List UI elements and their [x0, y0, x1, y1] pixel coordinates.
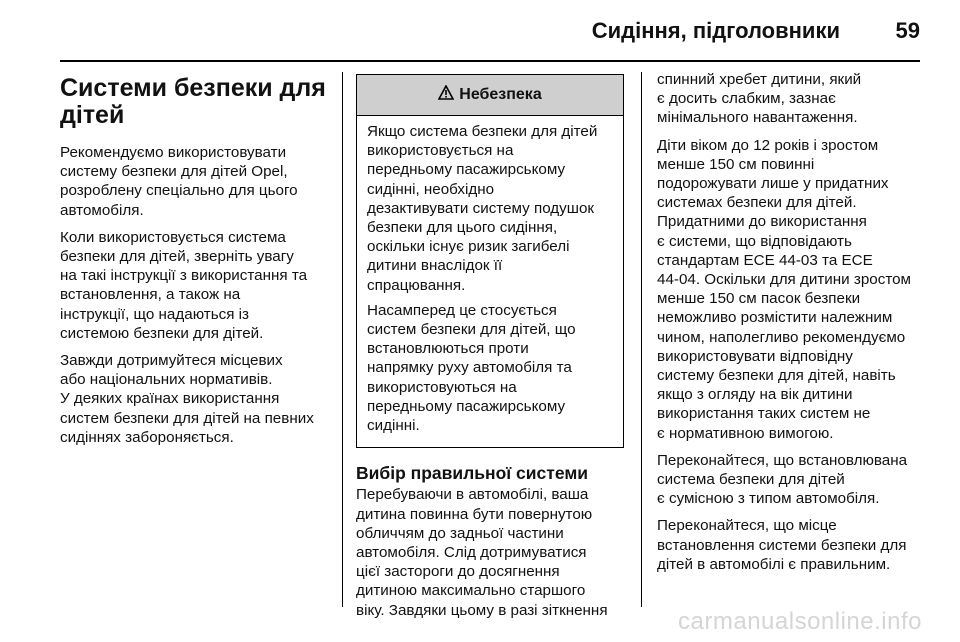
- column-divider: [641, 72, 642, 607]
- paragraph: Переконайтеся, що встановлювана система безпеки для дітей є сумісною з типом автомобіля.: [657, 451, 908, 508]
- paragraph: Коли використовується система безпеки для дітей, зверніть увагу на такі інструкції з використання та встановлення, а також на інструкції, що надаються із системою безпеки для дітей.: [60, 228, 308, 342]
- warning-label: Небезпека: [459, 86, 542, 104]
- watermark: carmanualsonline.info: [678, 608, 922, 635]
- warning-triangle-icon: [438, 85, 454, 105]
- page-number: 59: [895, 18, 920, 43]
- warning-body: [357, 116, 623, 447]
- right-column: [657, 70, 927, 582]
- section-title: Системи безпеки для дітей: [60, 74, 326, 129]
- subsection-title: Вибір правильної системи: [356, 463, 589, 484]
- header-title: Сидіння, підголовники: [591, 18, 840, 43]
- page-header: [60, 10, 920, 54]
- warning-paragraph: Якщо система безпеки для дітей використовується на передньому пасажирському сидінні, необхідно дезактивувати систему подушок безпеки для цього сидіння, оскільки існує ризик загибелі дитини внаслідок її спрацювання.: [367, 123, 598, 294]
- paragraph: Перебуваючи в автомобілі, ваша дитина повинна бути повернутою обличчям до задньої частини автомобіля. Слід дотримуватися цієї застороги до досягнення дитиною максимально старшого віку. Завдяки цьому в разі зіткнення: [356, 486, 608, 619]
- warning-paragraph: Насамперед це стосується систем безпеки для дітей, що встановлюються проти напрямку руху автомобіля та використовуються на передньому пасажирському сидінні.: [367, 301, 576, 435]
- paragraph: Переконайтеся, що місце встановлення системи безпеки для дітей в автомобілі є правильним.: [657, 517, 907, 573]
- warning-box: [356, 74, 624, 448]
- warning-header: [357, 75, 623, 116]
- header-rule: [60, 60, 920, 62]
- paragraph: Діти віком до 12 років і зростом менше 150 см повинні подорожувати лише у придатних системах безпеки для дітей. Придатними до використання є системи, що відповідають стандартам ЕСЕ 44-03 та ЕСЕ 44-04. Оскільки для дитини зростом менше 150 см пасок безпеки неможливо розмістити належним чином, наполегливо рекомендуємо використовувати відповідну систему безпеки для дітей, навіть якщо з огляду на вік дитини використання таких систем не є нормативною вимогою.: [657, 136, 911, 442]
- paragraph: спинний хребет дитини, який є досить слабким, зазнає мінімального навантаження.: [657, 71, 862, 127]
- paragraph: Завжди дотримуйтеся місцевих або національних нормативів. У деяких країнах використання систем безпеки для дітей на певних сидіннях забороняється.: [60, 352, 314, 446]
- middle-column: [356, 70, 626, 628]
- left-column: [60, 70, 330, 455]
- column-divider: [342, 72, 343, 607]
- paragraph: Рекомендуємо використовувати систему безпеки для дітей Opel, розроблену спеціально для цього автомобіля.: [60, 144, 298, 219]
